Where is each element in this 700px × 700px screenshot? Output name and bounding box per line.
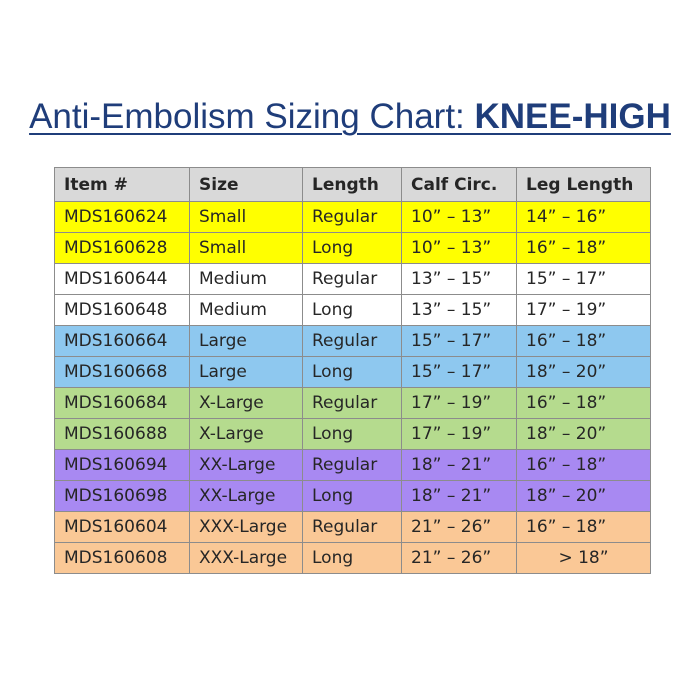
cell-item: MDS160648 <box>55 295 190 326</box>
cell-size: Medium <box>190 264 303 295</box>
cell-leg-length: 15” – 17” <box>517 264 651 295</box>
cell-size: Large <box>190 357 303 388</box>
cell-size: Small <box>190 202 303 233</box>
cell-length: Regular <box>303 264 402 295</box>
cell-size: XXX-Large <box>190 543 303 574</box>
cell-length: Long <box>303 233 402 264</box>
cell-item: MDS160624 <box>55 202 190 233</box>
cell-length: Regular <box>303 450 402 481</box>
header-size: Size <box>190 168 303 202</box>
cell-item: MDS160684 <box>55 388 190 419</box>
cell-leg-length: 16” – 18” <box>517 450 651 481</box>
cell-calf-circ: 18” – 21” <box>402 481 517 512</box>
table-body <box>55 202 651 574</box>
cell-length: Regular <box>303 326 402 357</box>
cell-length: Long <box>303 543 402 574</box>
cell-item: MDS160688 <box>55 419 190 450</box>
page-title <box>0 92 700 142</box>
cell-item: MDS160644 <box>55 264 190 295</box>
cell-length: Long <box>303 357 402 388</box>
cell-leg-length: 18” – 20” <box>517 419 651 450</box>
cell-length: Long <box>303 295 402 326</box>
table-row <box>55 512 651 543</box>
cell-calf-circ: 21” – 26” <box>402 512 517 543</box>
cell-leg-length: 16” – 18” <box>517 388 651 419</box>
cell-size: Large <box>190 326 303 357</box>
cell-leg-length: > 18” <box>517 543 651 574</box>
table-row <box>55 326 651 357</box>
cell-leg-length: 16” – 18” <box>517 233 651 264</box>
cell-size: Medium <box>190 295 303 326</box>
cell-item: MDS160698 <box>55 481 190 512</box>
cell-calf-circ: 15” – 17” <box>402 326 517 357</box>
table-row <box>55 295 651 326</box>
cell-calf-circ: 17” – 19” <box>402 388 517 419</box>
cell-size: Small <box>190 233 303 264</box>
cell-size: XX-Large <box>190 450 303 481</box>
cell-length: Long <box>303 419 402 450</box>
header-length: Length <box>303 168 402 202</box>
table-row <box>55 264 651 295</box>
cell-length: Regular <box>303 512 402 543</box>
cell-calf-circ: 13” – 15” <box>402 295 517 326</box>
cell-size: XX-Large <box>190 481 303 512</box>
cell-leg-length: 17” – 19” <box>517 295 651 326</box>
cell-leg-length: 18” – 20” <box>517 481 651 512</box>
cell-length: Long <box>303 481 402 512</box>
cell-leg-length: 16” – 18” <box>517 512 651 543</box>
cell-calf-circ: 10” – 13” <box>402 202 517 233</box>
cell-size: X-Large <box>190 419 303 450</box>
cell-item: MDS160664 <box>55 326 190 357</box>
cell-length: Regular <box>303 388 402 419</box>
table-row <box>55 543 651 574</box>
title-emphasis: KNEE-HIGH <box>474 97 671 136</box>
cell-leg-length: 16” – 18” <box>517 326 651 357</box>
cell-leg-length: 18” – 20” <box>517 357 651 388</box>
table-row <box>55 202 651 233</box>
cell-item: MDS160694 <box>55 450 190 481</box>
cell-item: MDS160668 <box>55 357 190 388</box>
cell-item: MDS160604 <box>55 512 190 543</box>
cell-item: MDS160628 <box>55 233 190 264</box>
cell-size: X-Large <box>190 388 303 419</box>
cell-calf-circ: 18” – 21” <box>402 450 517 481</box>
cell-item: MDS160608 <box>55 543 190 574</box>
cell-calf-circ: 21” – 26” <box>402 543 517 574</box>
table-row <box>55 388 651 419</box>
header-leg-length: Leg Length <box>517 168 651 202</box>
cell-calf-circ: 10” – 13” <box>402 233 517 264</box>
table-row <box>55 357 651 388</box>
table-row <box>55 450 651 481</box>
header-item: Item # <box>55 168 190 202</box>
cell-calf-circ: 15” – 17” <box>402 357 517 388</box>
title-prefix: Anti-Embolism Sizing Chart: <box>29 97 475 136</box>
table-row <box>55 419 651 450</box>
table-row <box>55 233 651 264</box>
cell-calf-circ: 17” – 19” <box>402 419 517 450</box>
cell-size: XXX-Large <box>190 512 303 543</box>
cell-leg-length: 14” – 16” <box>517 202 651 233</box>
cell-length: Regular <box>303 202 402 233</box>
table-row <box>55 481 651 512</box>
table-header-row <box>55 168 651 202</box>
sizing-table <box>54 167 651 574</box>
header-calf-circ: Calf Circ. <box>402 168 517 202</box>
cell-calf-circ: 13” – 15” <box>402 264 517 295</box>
